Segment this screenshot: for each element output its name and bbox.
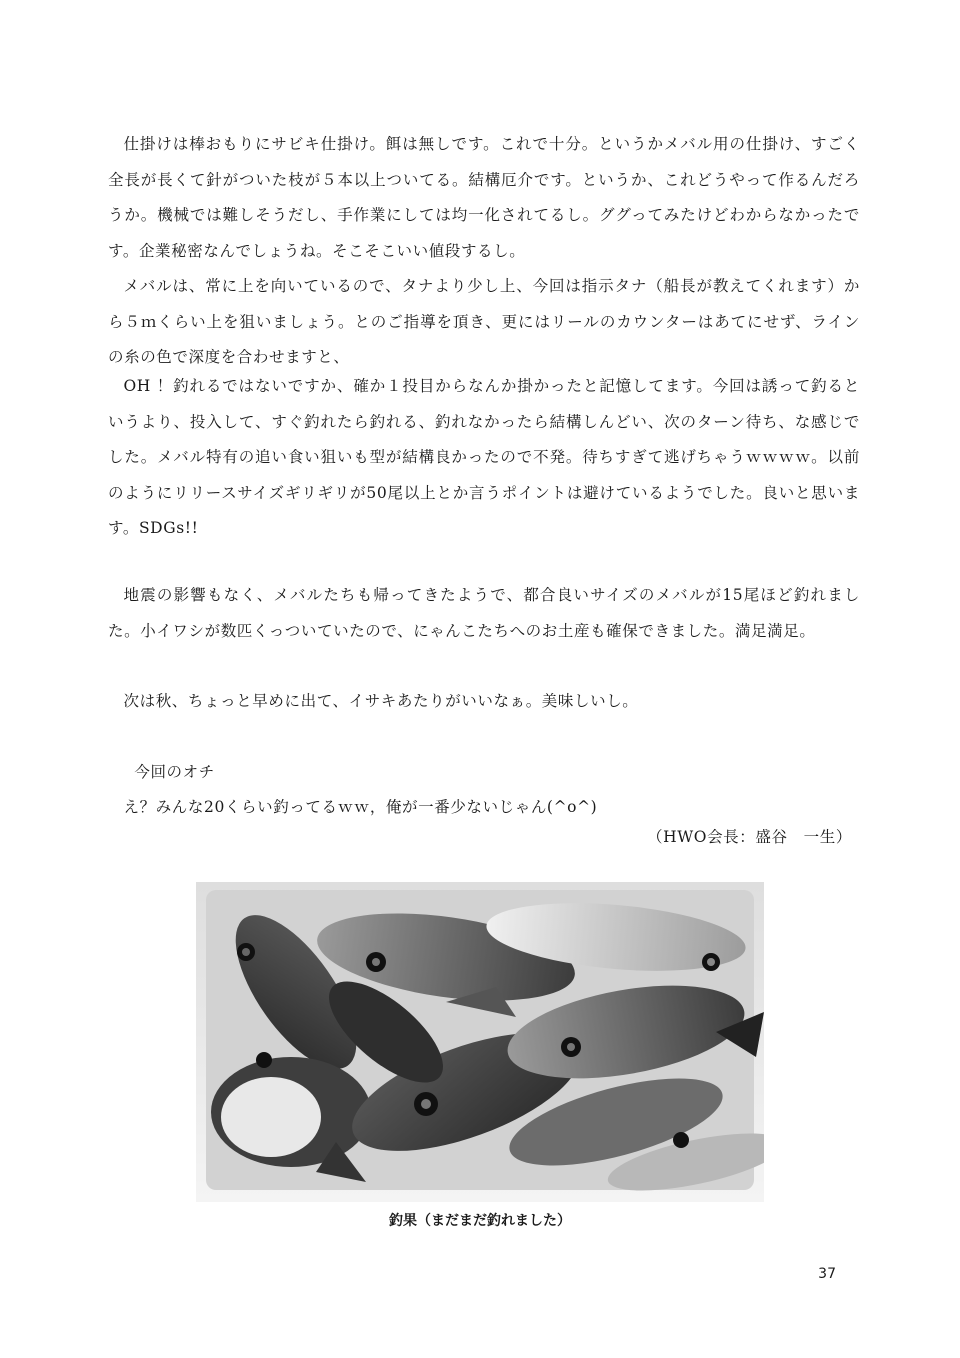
fish-catch-photo <box>196 882 764 1202</box>
paragraph-summary: 地震の影響もなく、メバルたちも帰ってきたようで、都合良いサイズのメバルが15尾ほど釣れました。小イワシが数匹くっついていたので、にゃんこたちへのお土産も確保できました。満足満足。 <box>108 586 860 640</box>
paragraph-punchline-title: 今回のオチ <box>134 763 215 781</box>
photo-caption: 釣果（まだまだ釣れました） <box>389 1213 571 1229</box>
fish-pile-image <box>196 882 764 1202</box>
paragraph-punchline: え？みんな20くらい釣ってるｗｗ，俺が一番少ないじゃん(^o^) <box>123 798 598 816</box>
page-number: 37 <box>818 1266 836 1282</box>
paragraph-tackle: 仕掛けは棒おもりにサビキ仕掛け。餌は無しです。これで十分。というかメバル用の仕掛け、すごく全長が長くて針がついた枝が５本以上ついてる。結構厄介です。というか、これどうやって作るんだろうか。機械では難しそうだし、手作業にしては均一化されてるし。ググってみたけどわからなかったです。企業秘密なんでしょうね。そこそこいい値段するし。 <box>108 135 860 260</box>
paragraph-result: OH ！釣れるではないですか、確か１投目からなんか掛かったと記憶してます。今回は誘って釣るというより、投入して、すぐ釣れたら釣れる、釣れなかったら結構しんどい、次のターン待ち、な感じでした。メバル特有の追い食い狙いも型が結構良かったので不発。待ちすぎて逃げちゃうｗｗｗｗ。以前のようにリリースサイズギリギリが50尾以上とか言うポイントは避けているようでした。良いと思います。SDGs!! <box>108 377 860 537</box>
paragraph-tana: メバルは、常に上を向いているので、タナより少し上、今回は指示タナ（船長が教えてくれます）から５ｍくらい上を狙いましょう。とのご指導を頂き、更にはリールのカウンターはあてにせず、ラインの糸の色で深度を合わせますと、 <box>108 277 860 366</box>
paragraph-next: 次は秋、ちょっと早めに出て、イサキあたりがいいなぁ。美味しいし。 <box>123 692 639 710</box>
author-signature: （HWO会長：盛谷 一生） <box>647 828 852 846</box>
